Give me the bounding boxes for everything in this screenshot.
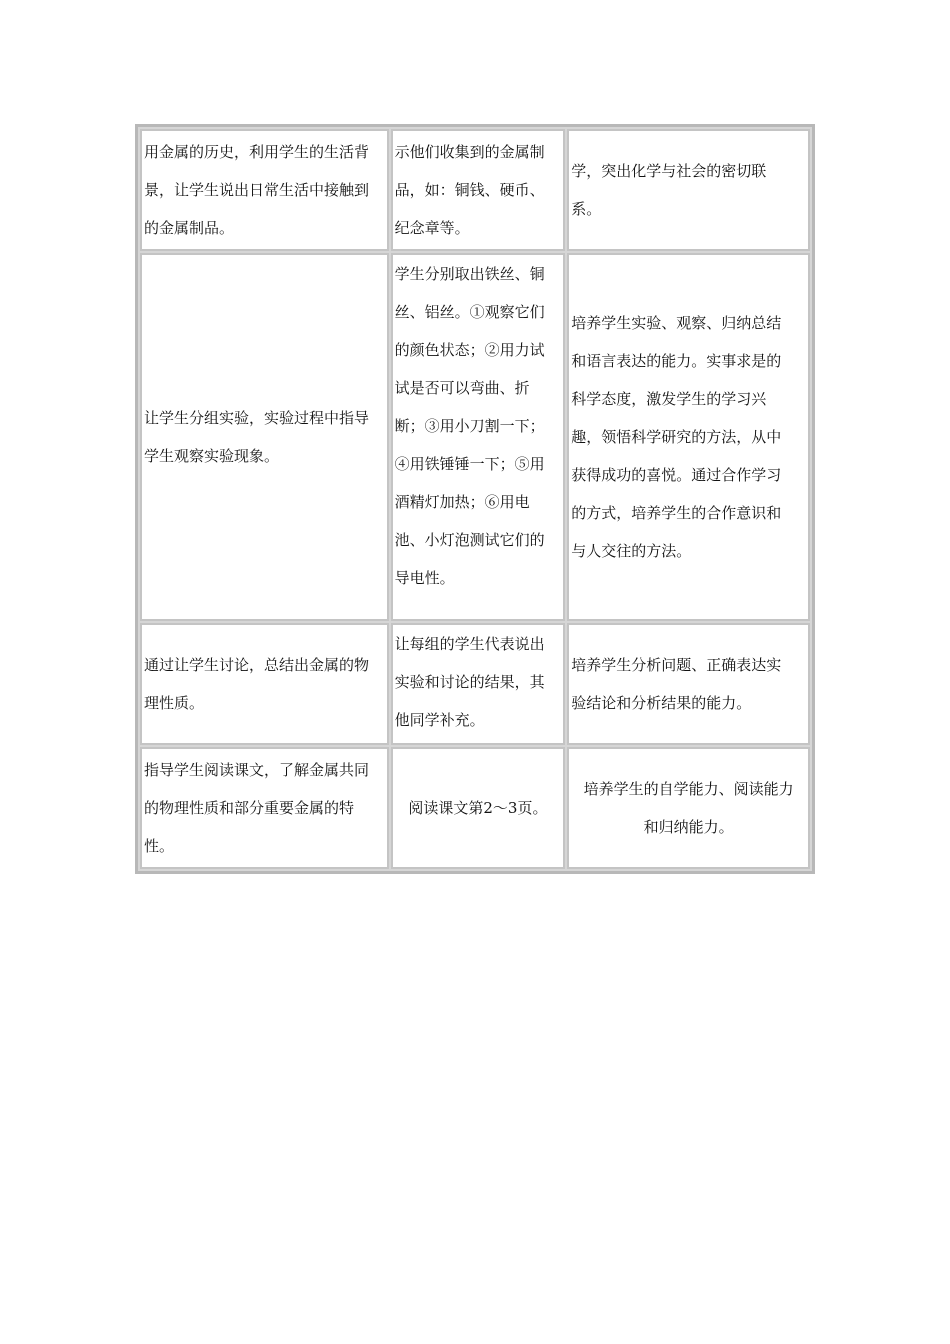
text-line: 导电性。: [394, 569, 455, 587]
text-line: 丝、铝丝。①观察它们: [394, 303, 545, 321]
teacher-activity-cell: [140, 747, 389, 869]
text-line: ④用铁锤锤一下；⑤用: [394, 455, 545, 473]
teacher-activity-cell: [140, 623, 389, 745]
text-line: 理性质。: [144, 694, 205, 712]
text-line: 让每组的学生代表说出: [394, 635, 545, 653]
student-activity-cell: [391, 747, 566, 869]
text-line: 的物理性质和部分重要金属的特: [144, 799, 355, 817]
text-line: 阅读课文第2～3页。: [408, 799, 548, 817]
text-line: 试是否可以弯曲、折: [394, 379, 530, 397]
text-line: 验结论和分析结果的能力。: [571, 694, 752, 712]
lesson-plan-table: [135, 124, 815, 874]
text-line: 学，突出化学与社会的密切联: [571, 162, 767, 180]
table-row: [140, 129, 810, 251]
text-line: 的颜色状态；②用力试: [394, 341, 545, 359]
design-intent-cell: [567, 623, 810, 745]
teacher-activity-cell: [140, 253, 389, 621]
text-line: 通过让学生讨论，总结出金属的物: [144, 656, 370, 674]
text-line: 断；③用小刀割一下；: [394, 417, 545, 435]
student-activity-cell: [391, 129, 566, 251]
text-line: 的方式，培养学生的合作意识和: [571, 504, 782, 522]
text-line: 性。: [144, 837, 175, 855]
text-line: 用金属的历史，利用学生的生活背: [144, 143, 370, 161]
table-row: [140, 747, 810, 869]
text-line: 品，如：铜钱、硬币、: [394, 181, 545, 199]
text-line: 科学态度，激发学生的学习兴: [571, 390, 767, 408]
text-line: 学生分别取出铁丝、铜: [394, 265, 545, 283]
text-line: 池、小灯泡测试它们的: [394, 531, 545, 549]
text-line: 和归纳能力。: [643, 818, 734, 836]
text-line: 让学生分组实验，实验过程中指导: [144, 409, 370, 427]
text-line: 他同学补充。: [394, 711, 485, 729]
design-intent-cell: [567, 747, 810, 869]
text-line: 酒精灯加热；⑥用电: [394, 493, 530, 511]
student-activity-cell: [391, 253, 566, 621]
table-row: [140, 253, 810, 621]
student-activity-cell: [391, 623, 566, 745]
text-line: 培养学生实验、观察、归纳总结: [571, 314, 782, 332]
text-line: 获得成功的喜悦。通过合作学习: [571, 466, 782, 484]
text-line: 培养学生分析问题、正确表达实: [571, 656, 782, 674]
teacher-activity-cell: [140, 129, 389, 251]
table-row: [140, 623, 810, 745]
text-line: 与人交往的方法。: [571, 542, 692, 560]
text-line: 的金属制品。: [144, 219, 235, 237]
text-line: 培养学生的自学能力、阅读能力: [583, 780, 794, 798]
text-line: 示他们收集到的金属制: [394, 143, 545, 161]
text-line: 和语言表达的能力。实事求是的: [571, 352, 782, 370]
text-line: 系。: [571, 200, 602, 218]
text-line: 纪念章等。: [394, 219, 470, 237]
text-line: 学生观察实验现象。: [144, 447, 280, 465]
text-line: 景，让学生说出日常生活中接触到: [144, 181, 370, 199]
text-line: 实验和讨论的结果，其: [394, 673, 545, 691]
design-intent-cell: [567, 253, 810, 621]
design-intent-cell: [567, 129, 810, 251]
text-line: 趣，领悟科学研究的方法，从中: [571, 428, 782, 446]
text-line: 指导学生阅读课文，了解金属共同: [144, 761, 370, 779]
